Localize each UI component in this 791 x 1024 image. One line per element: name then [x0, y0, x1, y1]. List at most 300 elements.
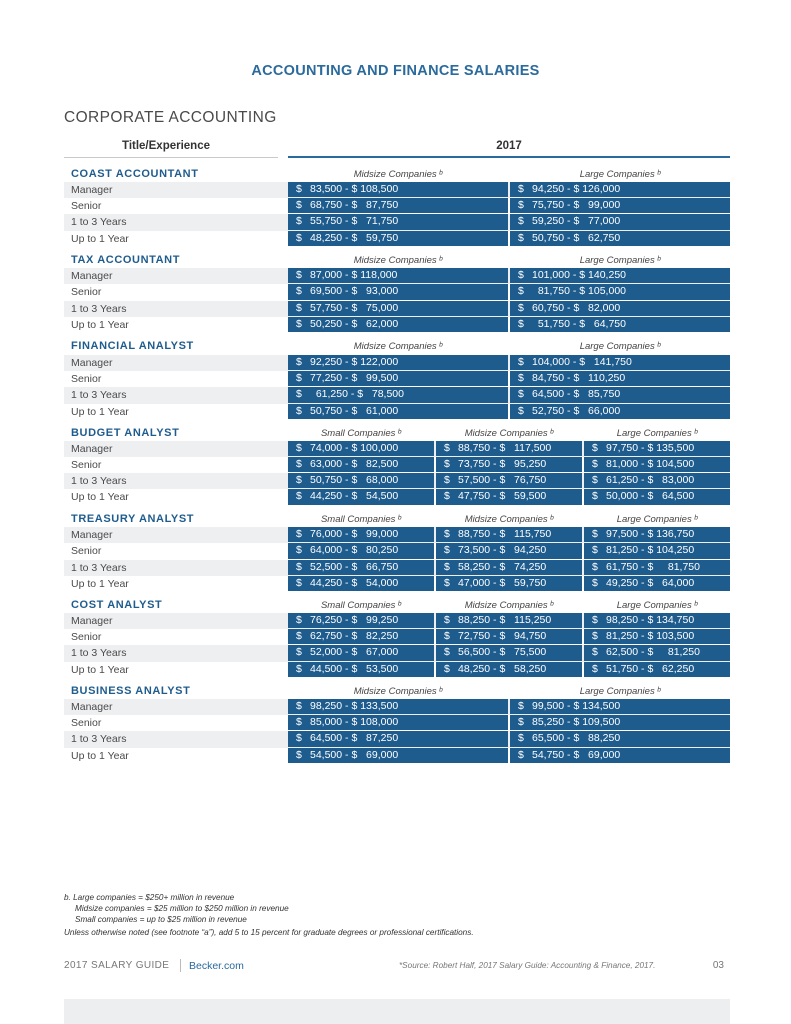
currency-symbol: $ — [592, 457, 598, 470]
table-row — [64, 473, 730, 489]
salary-range-value: 63,000 - $ 82,500 — [310, 457, 399, 470]
company-size-header: Large Companies ᵇ — [579, 254, 661, 266]
company-size-header: Large Companies ᵇ — [579, 341, 661, 353]
currency-symbol: $ — [518, 318, 524, 331]
salary-range-value: 98,250 - $ 134,750 — [606, 613, 695, 626]
company-size-header: Midsize Companies ᵇ — [464, 513, 554, 525]
salary-range-value: 77,250 - $ 99,500 — [310, 372, 399, 385]
currency-symbol: $ — [518, 732, 524, 745]
salary-range-value: 59,250 - $ 77,000 — [532, 215, 621, 228]
row-label: Up to 1 Year — [71, 405, 129, 418]
salary-range-value: 48,250 - $ 58,250 — [458, 662, 547, 675]
currency-symbol: $ — [518, 748, 524, 761]
footer-brand-link[interactable]: Becker.com — [189, 960, 244, 972]
salary-range-cell — [510, 268, 730, 283]
currency-symbol: $ — [518, 388, 524, 401]
row-label: Manager — [71, 270, 113, 283]
salary-group — [64, 506, 730, 592]
salary-range-value: 75,750 - $ 99,000 — [532, 199, 621, 212]
row-label: Senior — [71, 545, 102, 558]
company-size-header: Large Companies ᵇ — [616, 427, 698, 439]
salary-range-cell — [510, 284, 730, 299]
table-row — [64, 560, 730, 576]
salary-range-value: 64,500 - $ 85,750 — [532, 388, 621, 401]
currency-symbol: $ — [296, 576, 302, 589]
salary-range-cell — [436, 560, 582, 575]
salary-range-cell — [510, 355, 730, 370]
salary-range-cell — [288, 748, 508, 763]
salary-range-value: 57,750 - $ 75,000 — [310, 301, 399, 314]
salary-range-value: 57,500 - $ 76,750 — [458, 474, 547, 487]
salary-range-cell — [510, 748, 730, 763]
group-header — [64, 592, 730, 613]
currency-symbol: $ — [518, 215, 524, 228]
company-size-header: Small Companies ᵇ — [320, 600, 402, 612]
company-size-header: Large Companies ᵇ — [579, 686, 661, 698]
company-size-header: Midsize Companies ᵇ — [464, 427, 554, 439]
footer-source: *Source: Robert Half, 2017 Salary Guide: Accounting & Finance, 2017. — [399, 961, 656, 970]
column-header — [64, 139, 730, 159]
table-row — [64, 371, 730, 387]
salary-range-cell — [436, 645, 582, 660]
row-label: Senior — [71, 200, 102, 213]
company-size-header: Midsize Companies ᵇ — [353, 254, 443, 266]
currency-symbol: $ — [296, 388, 302, 401]
table-row — [64, 613, 730, 629]
currency-symbol: $ — [592, 630, 598, 643]
currency-symbol: $ — [444, 646, 450, 659]
salary-range-value: 55,750 - $ 71,750 — [310, 215, 399, 228]
salary-range-cell — [510, 198, 730, 213]
currency-symbol: $ — [444, 474, 450, 487]
salary-range-cell — [436, 662, 582, 677]
row-label: Senior — [71, 373, 102, 386]
currency-symbol: $ — [592, 490, 598, 503]
salary-range-value: 81,000 - $ 104,500 — [606, 457, 695, 470]
salary-range-cell — [288, 662, 434, 677]
salary-range-cell — [288, 543, 434, 558]
salary-range-value: 99,500 - $ 134,500 — [532, 699, 621, 712]
currency-symbol: $ — [444, 613, 450, 626]
salary-range-cell — [584, 441, 730, 456]
salary-range-value: 58,250 - $ 74,250 — [458, 560, 547, 573]
currency-symbol: $ — [296, 560, 302, 573]
salary-range-value: 76,000 - $ 99,000 — [310, 527, 399, 540]
salary-group — [64, 161, 730, 247]
salary-range-value: 97,750 - $ 135,500 — [606, 441, 695, 454]
salary-range-value: 68,750 - $ 87,750 — [310, 199, 399, 212]
salary-range-value: 81,250 - $ 103,500 — [606, 630, 695, 643]
salary-tables — [64, 161, 730, 764]
footnote-b-midsize: Midsize companies = $25 million to $250 million in revenue — [75, 904, 289, 914]
salary-range-value: 61,750 - $ 81,750 — [606, 560, 700, 573]
currency-symbol: $ — [444, 576, 450, 589]
salary-range-value: 88,250 - $ 115,250 — [458, 613, 552, 626]
salary-range-value: 88,750 - $ 117,500 — [458, 441, 552, 454]
salary-range-cell — [288, 182, 508, 197]
salary-group — [64, 247, 730, 333]
table-row — [64, 731, 730, 747]
currency-symbol: $ — [296, 646, 302, 659]
company-size-header: Midsize Companies ᵇ — [353, 686, 443, 698]
row-label: Up to 1 Year — [71, 319, 129, 332]
currency-symbol: $ — [518, 355, 524, 368]
salary-range-value: 69,500 - $ 93,000 — [310, 285, 399, 298]
salary-range-value: 54,750 - $ 69,000 — [532, 748, 621, 761]
salary-range-cell — [288, 301, 508, 316]
row-label: Up to 1 Year — [71, 663, 129, 676]
salary-range-cell — [288, 198, 508, 213]
page-footer — [64, 960, 730, 974]
currency-symbol: $ — [296, 699, 302, 712]
row-label: Senior — [71, 286, 102, 299]
table-row — [64, 662, 730, 678]
currency-symbol: $ — [296, 662, 302, 675]
row-label: Manager — [71, 614, 113, 627]
currency-symbol: $ — [296, 404, 302, 417]
currency-symbol: $ — [444, 527, 450, 540]
company-size-header: Midsize Companies ᵇ — [353, 169, 443, 180]
row-label: Senior — [71, 717, 102, 730]
table-row — [64, 715, 730, 731]
currency-symbol: $ — [296, 199, 302, 212]
table-row — [64, 441, 730, 457]
header-rule-year — [288, 156, 730, 158]
company-size-header: Large Companies ᵇ — [616, 513, 698, 525]
currency-symbol: $ — [518, 269, 524, 282]
salary-range-value: 50,250 - $ 62,000 — [310, 318, 399, 331]
table-row — [64, 182, 730, 198]
salary-range-cell — [288, 527, 434, 542]
footnote-b-large: b. Large companies = $250+ million in revenue — [64, 893, 235, 902]
currency-symbol: $ — [444, 630, 450, 643]
salary-range-value: 85,000 - $ 108,000 — [310, 716, 399, 729]
salary-range-value: 47,750 - $ 59,500 — [458, 490, 547, 503]
footer-divider — [180, 959, 181, 972]
salary-range-cell — [436, 613, 582, 628]
currency-symbol: $ — [296, 301, 302, 314]
salary-range-cell — [584, 489, 730, 504]
salary-range-cell — [584, 473, 730, 488]
row-label: Manager — [71, 700, 113, 713]
currency-symbol: $ — [296, 490, 302, 503]
page-title: ACCOUNTING AND FINANCE SALARIES — [251, 63, 540, 79]
table-row — [64, 629, 730, 645]
salary-range-value: 49,250 - $ 64,000 — [606, 576, 695, 589]
salary-range-value: 44,500 - $ 53,500 — [310, 662, 399, 675]
salary-range-cell — [584, 629, 730, 644]
row-label: Up to 1 Year — [71, 232, 129, 245]
row-label: 1 to 3 Years — [71, 475, 127, 488]
salary-range-cell — [510, 371, 730, 386]
currency-symbol: $ — [296, 630, 302, 643]
salary-range-cell — [288, 268, 508, 283]
salary-range-value: 44,250 - $ 54,500 — [310, 490, 399, 503]
salary-range-value: 85,250 - $ 109,500 — [532, 716, 621, 729]
group-name: TREASURY ANALYST — [71, 512, 195, 525]
currency-symbol: $ — [296, 355, 302, 368]
salary-range-value: 51,750 - $ 62,250 — [606, 662, 695, 675]
salary-range-value: 64,500 - $ 87,250 — [310, 732, 399, 745]
currency-symbol: $ — [296, 285, 302, 298]
row-label: Up to 1 Year — [71, 749, 129, 762]
currency-symbol: $ — [592, 527, 598, 540]
header-rule-left — [64, 157, 278, 158]
group-name: BUSINESS ANALYST — [71, 685, 191, 698]
row-label: Manager — [71, 442, 113, 455]
currency-symbol: $ — [296, 215, 302, 228]
row-label: 1 to 3 Years — [71, 216, 127, 229]
salary-range-cell — [584, 613, 730, 628]
row-label: Senior — [71, 631, 102, 644]
row-label: 1 to 3 Years — [71, 561, 127, 574]
salary-group — [64, 678, 730, 764]
currency-symbol: $ — [296, 732, 302, 745]
group-header — [64, 161, 730, 182]
company-size-header: Small Companies ᵇ — [320, 427, 402, 439]
currency-symbol: $ — [444, 457, 450, 470]
table-row — [64, 748, 730, 764]
salary-range-value: 73,750 - $ 95,250 — [458, 457, 547, 470]
salary-range-value: 98,250 - $ 133,500 — [310, 699, 399, 712]
table-row — [64, 404, 730, 420]
salary-range-cell — [584, 560, 730, 575]
salary-range-value: 52,750 - $ 66,000 — [532, 404, 621, 417]
row-label: Manager — [71, 528, 113, 541]
salary-range-cell — [288, 317, 508, 332]
currency-symbol: $ — [296, 269, 302, 282]
salary-range-value: 52,000 - $ 67,000 — [310, 646, 399, 659]
bottom-band — [64, 999, 730, 1024]
salary-range-value: 97,500 - $ 136,750 — [606, 527, 695, 540]
group-name: FINANCIAL ANALYST — [71, 340, 194, 353]
salary-range-cell — [584, 576, 730, 591]
currency-symbol: $ — [296, 231, 302, 244]
salary-range-value: 61,250 - $ 83,000 — [606, 474, 695, 487]
salary-range-value: 47,000 - $ 59,750 — [458, 576, 547, 589]
currency-symbol: $ — [444, 490, 450, 503]
table-row — [64, 214, 730, 230]
row-label: Up to 1 Year — [71, 491, 129, 504]
salary-range-value: 101,000 - $ 140,250 — [532, 269, 626, 282]
company-size-header: Large Companies ᵇ — [616, 600, 698, 612]
salary-range-cell — [436, 489, 582, 504]
table-row — [64, 231, 730, 247]
table-row — [64, 355, 730, 371]
salary-range-value: 56,500 - $ 75,500 — [458, 646, 547, 659]
table-row — [64, 284, 730, 300]
salary-range-cell — [584, 527, 730, 542]
row-label: Up to 1 Year — [71, 577, 129, 590]
group-name: TAX ACCOUNTANT — [71, 253, 181, 266]
salary-range-cell — [436, 629, 582, 644]
group-header — [64, 506, 730, 527]
salary-range-cell — [288, 645, 434, 660]
currency-symbol: $ — [444, 662, 450, 675]
salary-range-cell — [288, 613, 434, 628]
salary-range-value: 52,500 - $ 66,750 — [310, 560, 399, 573]
salary-range-value: 81,250 - $ 104,250 — [606, 544, 695, 557]
salary-range-cell — [288, 576, 434, 591]
salary-range-cell — [510, 214, 730, 229]
salary-range-cell — [288, 214, 508, 229]
row-label: 1 to 3 Years — [71, 302, 127, 315]
salary-range-cell — [288, 371, 508, 386]
company-size-header: Midsize Companies ᵇ — [464, 600, 554, 612]
row-label: Manager — [71, 183, 113, 196]
salary-range-value: 94,250 - $ 126,000 — [532, 182, 621, 195]
currency-symbol: $ — [296, 372, 302, 385]
salary-range-cell — [288, 489, 434, 504]
row-label: Senior — [71, 458, 102, 471]
title-experience-header: Title/Experience — [122, 140, 210, 152]
currency-symbol: $ — [518, 716, 524, 729]
currency-symbol: $ — [296, 544, 302, 557]
currency-symbol: $ — [518, 199, 524, 212]
salary-range-cell — [288, 231, 508, 246]
salary-range-value: 50,750 - $ 61,000 — [310, 404, 399, 417]
currency-symbol: $ — [592, 613, 598, 626]
table-row — [64, 457, 730, 473]
salary-range-value: 48,250 - $ 59,750 — [310, 231, 399, 244]
currency-symbol: $ — [296, 318, 302, 331]
table-row — [64, 527, 730, 543]
salary-range-value: 72,750 - $ 94,750 — [458, 630, 547, 643]
currency-symbol: $ — [592, 646, 598, 659]
row-label: 1 to 3 Years — [71, 733, 127, 746]
group-name: BUDGET ANALYST — [71, 426, 180, 439]
currency-symbol: $ — [296, 748, 302, 761]
currency-symbol: $ — [592, 474, 598, 487]
year-header: 2017 — [496, 140, 522, 152]
salary-range-value: 83,500 - $ 108,500 — [310, 182, 399, 195]
currency-symbol: $ — [518, 699, 524, 712]
salary-range-cell — [288, 699, 508, 714]
currency-symbol: $ — [592, 441, 598, 454]
currency-symbol: $ — [518, 404, 524, 417]
salary-range-cell — [288, 629, 434, 644]
group-header — [64, 247, 730, 268]
salary-range-value: 54,500 - $ 69,000 — [310, 748, 399, 761]
salary-range-value: 64,000 - $ 80,250 — [310, 544, 399, 557]
salary-range-cell — [510, 182, 730, 197]
currency-symbol: $ — [296, 182, 302, 195]
currency-symbol: $ — [296, 457, 302, 470]
salary-range-cell — [288, 473, 434, 488]
salary-range-cell — [584, 645, 730, 660]
company-size-header: Midsize Companies ᵇ — [353, 341, 443, 353]
salary-range-value: 50,750 - $ 62,750 — [532, 231, 621, 244]
salary-range-value: 84,750 - $ 110,250 — [532, 372, 626, 385]
salary-range-value: 74,000 - $ 100,000 — [310, 441, 399, 454]
currency-symbol: $ — [518, 372, 524, 385]
currency-symbol: $ — [518, 231, 524, 244]
salary-range-cell — [436, 527, 582, 542]
salary-range-value: 62,750 - $ 82,250 — [310, 630, 399, 643]
salary-range-cell — [436, 441, 582, 456]
company-size-header: Large Companies ᵇ — [579, 169, 661, 180]
row-label: Manager — [71, 356, 113, 369]
table-row — [64, 576, 730, 592]
group-header — [64, 420, 730, 441]
group-header — [64, 678, 730, 699]
salary-range-cell — [288, 715, 508, 730]
footnote-b-small: Small companies = up to $25 million in revenue — [75, 915, 247, 925]
salary-range-value: 62,500 - $ 81,250 — [606, 646, 700, 659]
table-row — [64, 645, 730, 661]
currency-symbol: $ — [592, 576, 598, 589]
currency-symbol: $ — [518, 301, 524, 314]
salary-range-cell — [584, 457, 730, 472]
salary-range-cell — [584, 543, 730, 558]
salary-group — [64, 333, 730, 420]
row-label: 1 to 3 Years — [71, 389, 127, 402]
salary-range-cell — [510, 301, 730, 316]
salary-range-cell — [288, 284, 508, 299]
salary-range-cell — [510, 715, 730, 730]
currency-symbol: $ — [296, 474, 302, 487]
salary-range-cell — [288, 731, 508, 746]
currency-symbol: $ — [296, 527, 302, 540]
salary-range-value: 44,250 - $ 54,000 — [310, 576, 399, 589]
table-row — [64, 489, 730, 505]
salary-range-cell — [510, 231, 730, 246]
currency-symbol: $ — [296, 441, 302, 454]
currency-symbol: $ — [296, 613, 302, 626]
table-row — [64, 198, 730, 214]
salary-range-cell — [288, 441, 434, 456]
salary-range-cell — [436, 543, 582, 558]
salary-range-cell — [288, 355, 508, 370]
salary-range-cell — [288, 387, 508, 402]
salary-range-value: 65,500 - $ 88,250 — [532, 732, 621, 745]
footnotes — [64, 892, 474, 938]
salary-range-cell — [510, 387, 730, 402]
salary-range-cell — [510, 731, 730, 746]
salary-range-cell — [510, 317, 730, 332]
currency-symbol: $ — [444, 560, 450, 573]
salary-range-cell — [288, 404, 508, 419]
salary-group — [64, 420, 730, 506]
currency-symbol: $ — [592, 544, 598, 557]
salary-range-cell — [436, 576, 582, 591]
currency-symbol: $ — [296, 716, 302, 729]
footer-guide-title: 2017 SALARY GUIDE — [64, 960, 170, 971]
currency-symbol: $ — [444, 544, 450, 557]
salary-range-value: 81,750 - $ 105,000 — [532, 285, 626, 298]
salary-range-value: 61,250 - $ 78,500 — [310, 388, 404, 401]
currency-symbol: $ — [592, 560, 598, 573]
salary-range-cell — [288, 457, 434, 472]
table-row — [64, 268, 730, 284]
salary-range-value: 73,500 - $ 94,250 — [458, 544, 547, 557]
currency-symbol: $ — [444, 441, 450, 454]
salary-range-value: 60,750 - $ 82,000 — [532, 301, 621, 314]
salary-group — [64, 592, 730, 678]
footnote-note: Unless otherwise noted (see footnote “a”), add 5 to 15 percent for graduate degrees or professional certifications. — [64, 927, 474, 937]
salary-range-value: 50,000 - $ 64,500 — [606, 490, 695, 503]
salary-range-value: 92,250 - $ 122,000 — [310, 355, 399, 368]
row-label: 1 to 3 Years — [71, 647, 127, 660]
group-name: COST ANALYST — [71, 599, 163, 612]
section-title: CORPORATE ACCOUNTING — [64, 109, 277, 126]
salary-range-value: 51,750 - $ 64,750 — [532, 318, 626, 331]
table-row — [64, 301, 730, 317]
salary-range-cell — [510, 404, 730, 419]
currency-symbol: $ — [518, 182, 524, 195]
page-number: 03 — [712, 960, 724, 971]
currency-symbol: $ — [592, 662, 598, 675]
